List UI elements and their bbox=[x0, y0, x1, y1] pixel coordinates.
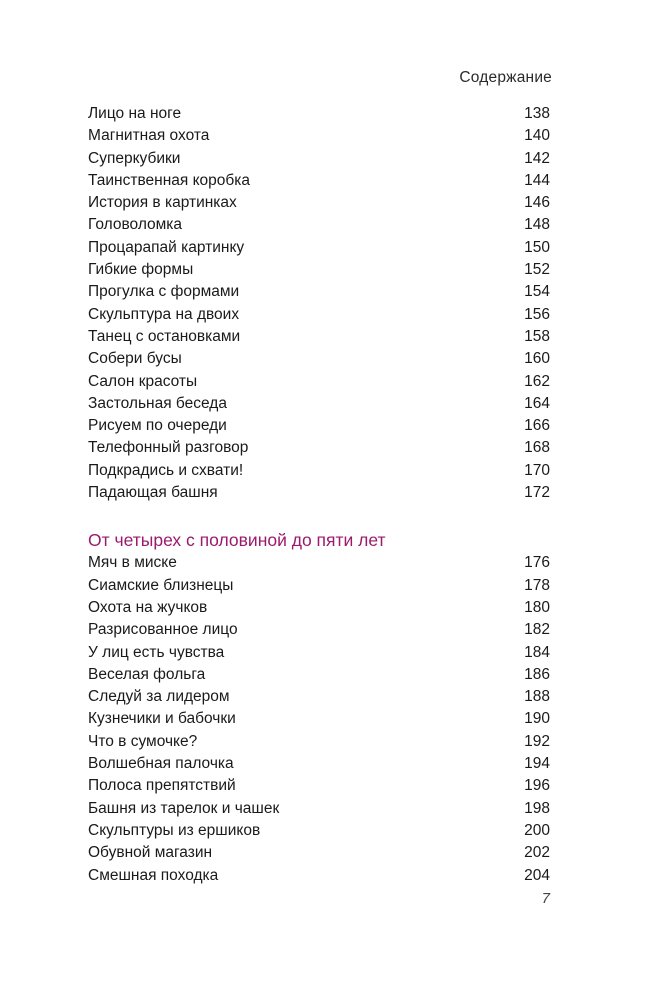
toc-entry-page: 144 bbox=[524, 171, 550, 189]
toc-entry bbox=[88, 281, 550, 303]
toc-entry-page: 164 bbox=[524, 394, 550, 412]
toc-entry-title: Полоса препятствий bbox=[88, 777, 236, 795]
toc-entry-page: 198 bbox=[524, 799, 550, 817]
toc-entry-title: Мяч в миске bbox=[88, 554, 177, 572]
toc-entry-page: 190 bbox=[524, 710, 550, 728]
toc-entry bbox=[88, 437, 550, 459]
toc-entry-title: Падающая башня bbox=[88, 484, 218, 502]
toc-entry-title: Смешная походка bbox=[88, 866, 219, 884]
toc-entry-title: Веселая фольга bbox=[88, 665, 206, 683]
toc-list-part1 bbox=[88, 103, 550, 504]
toc-entry bbox=[88, 731, 550, 753]
toc-entry-title: Разрисованное лицо bbox=[88, 621, 238, 639]
toc-entry bbox=[88, 865, 550, 887]
toc-entry-page: 160 bbox=[524, 350, 550, 368]
toc-entry bbox=[88, 148, 550, 170]
toc-entry-page: 158 bbox=[524, 327, 550, 345]
toc-entry-page: 138 bbox=[524, 105, 550, 122]
toc-entry-title: Обувной магазин bbox=[88, 844, 213, 862]
toc-entry bbox=[88, 304, 550, 326]
toc-entry-title: Подкрадись и схвати! bbox=[88, 461, 244, 479]
toc-entry bbox=[88, 686, 550, 708]
toc-entry-page: 154 bbox=[524, 283, 550, 301]
toc-entry-title: У лиц есть чувства bbox=[88, 643, 225, 661]
toc-entry bbox=[88, 552, 550, 574]
toc-entry-title: Суперкубики bbox=[88, 149, 181, 167]
table-of-contents bbox=[88, 103, 550, 887]
toc-entry-page: 146 bbox=[524, 194, 550, 212]
toc-entry-page: 156 bbox=[524, 305, 550, 323]
toc-entry-page: 148 bbox=[524, 216, 550, 234]
toc-entry-title: Салон красоты bbox=[88, 372, 198, 390]
toc-entry-title: Телефонный разговор bbox=[88, 439, 249, 457]
toc-entry bbox=[88, 103, 550, 125]
toc-entry-page: 186 bbox=[524, 665, 550, 683]
toc-entry-page: 192 bbox=[524, 732, 550, 750]
toc-entry-title: Кузнечики и бабочки bbox=[88, 710, 236, 728]
toc-entry-title: Охота на жучков bbox=[88, 598, 208, 616]
toc-entry bbox=[88, 415, 550, 437]
toc-entry bbox=[88, 575, 550, 597]
toc-entry-title: Волшебная палочка bbox=[88, 755, 234, 773]
toc-entry-page: 180 bbox=[524, 598, 550, 616]
toc-entry bbox=[88, 326, 550, 348]
toc-entry-page: 152 bbox=[524, 261, 550, 279]
toc-entry-page: 172 bbox=[524, 484, 550, 502]
toc-entry-page: 184 bbox=[524, 643, 550, 661]
toc-entry-page: 196 bbox=[524, 777, 550, 795]
toc-entry bbox=[88, 664, 550, 686]
toc-entry bbox=[88, 482, 550, 504]
toc-entry-page: 140 bbox=[524, 127, 550, 145]
toc-entry-title: Процарапай картинку bbox=[88, 238, 245, 256]
toc-entry bbox=[88, 125, 550, 147]
toc-entry-page: 166 bbox=[524, 417, 550, 435]
toc-entry-page: 188 bbox=[524, 688, 550, 706]
toc-entry-title: Следуй за лидером bbox=[88, 688, 230, 706]
toc-entry-title: Рисуем по очереди bbox=[88, 417, 227, 435]
toc-entry-title: История в картинках bbox=[88, 194, 237, 212]
toc-entry-title: Лицо на ноге bbox=[88, 105, 182, 122]
toc-entry-title: Скульптуры из ершиков bbox=[88, 821, 261, 839]
toc-entry-title: Головоломка bbox=[88, 216, 183, 234]
running-title: Содержание bbox=[459, 69, 552, 86]
toc-entry bbox=[88, 708, 550, 730]
toc-entry bbox=[88, 775, 550, 797]
toc-entry bbox=[88, 753, 550, 775]
toc-entry-title: Башня из тарелок и чашек bbox=[88, 799, 280, 817]
toc-entry bbox=[88, 460, 550, 482]
toc-entry-title: Собери бусы bbox=[88, 350, 182, 368]
toc-entry-title: Сиамские близнецы bbox=[88, 576, 234, 594]
toc-entry bbox=[88, 371, 550, 393]
toc-entry bbox=[88, 798, 550, 820]
toc-entry bbox=[88, 192, 550, 214]
toc-entry-page: 168 bbox=[524, 439, 550, 457]
toc-entry-title: Гибкие формы bbox=[88, 261, 194, 279]
toc-entry-page: 202 bbox=[524, 844, 550, 862]
toc-entry-title: Застольная беседа bbox=[88, 394, 227, 412]
toc-entry-title: Скульптура на двоих bbox=[88, 305, 240, 323]
toc-entry-page: 200 bbox=[524, 821, 550, 839]
toc-entry-title: Магнитная охота bbox=[88, 127, 210, 145]
toc-entry bbox=[88, 820, 550, 842]
toc-entry-title: Танец с остановками bbox=[88, 327, 241, 345]
toc-entry-title: Прогулка с формами bbox=[88, 283, 240, 301]
toc-entry-page: 142 bbox=[524, 149, 550, 167]
toc-entry bbox=[88, 259, 550, 281]
toc-entry-page: 194 bbox=[524, 755, 550, 773]
toc-list-part2 bbox=[88, 552, 550, 886]
toc-entry bbox=[88, 348, 550, 370]
toc-entry-page: 204 bbox=[524, 866, 550, 884]
toc-entry bbox=[88, 170, 550, 192]
toc-entry bbox=[88, 842, 550, 864]
toc-entry-title: Таинственная коробка bbox=[88, 171, 251, 189]
toc-entry-title: Что в сумочке? bbox=[88, 732, 198, 750]
toc-entry-page: 176 bbox=[524, 554, 550, 572]
toc-entry-page: 170 bbox=[524, 461, 550, 479]
toc-entry-page: 182 bbox=[524, 621, 550, 639]
toc-entry-page: 162 bbox=[524, 372, 550, 390]
toc-entry bbox=[88, 619, 550, 641]
toc-entry-page: 178 bbox=[524, 576, 550, 594]
toc-entry bbox=[88, 237, 550, 259]
section-title: От четырех с половиной до пяти лет bbox=[88, 530, 386, 551]
toc-entry bbox=[88, 214, 550, 236]
toc-entry bbox=[88, 393, 550, 415]
toc-entry bbox=[88, 597, 550, 619]
toc-entry-page: 150 bbox=[524, 238, 550, 256]
page-number: 7 bbox=[541, 890, 550, 907]
toc-entry bbox=[88, 642, 550, 664]
